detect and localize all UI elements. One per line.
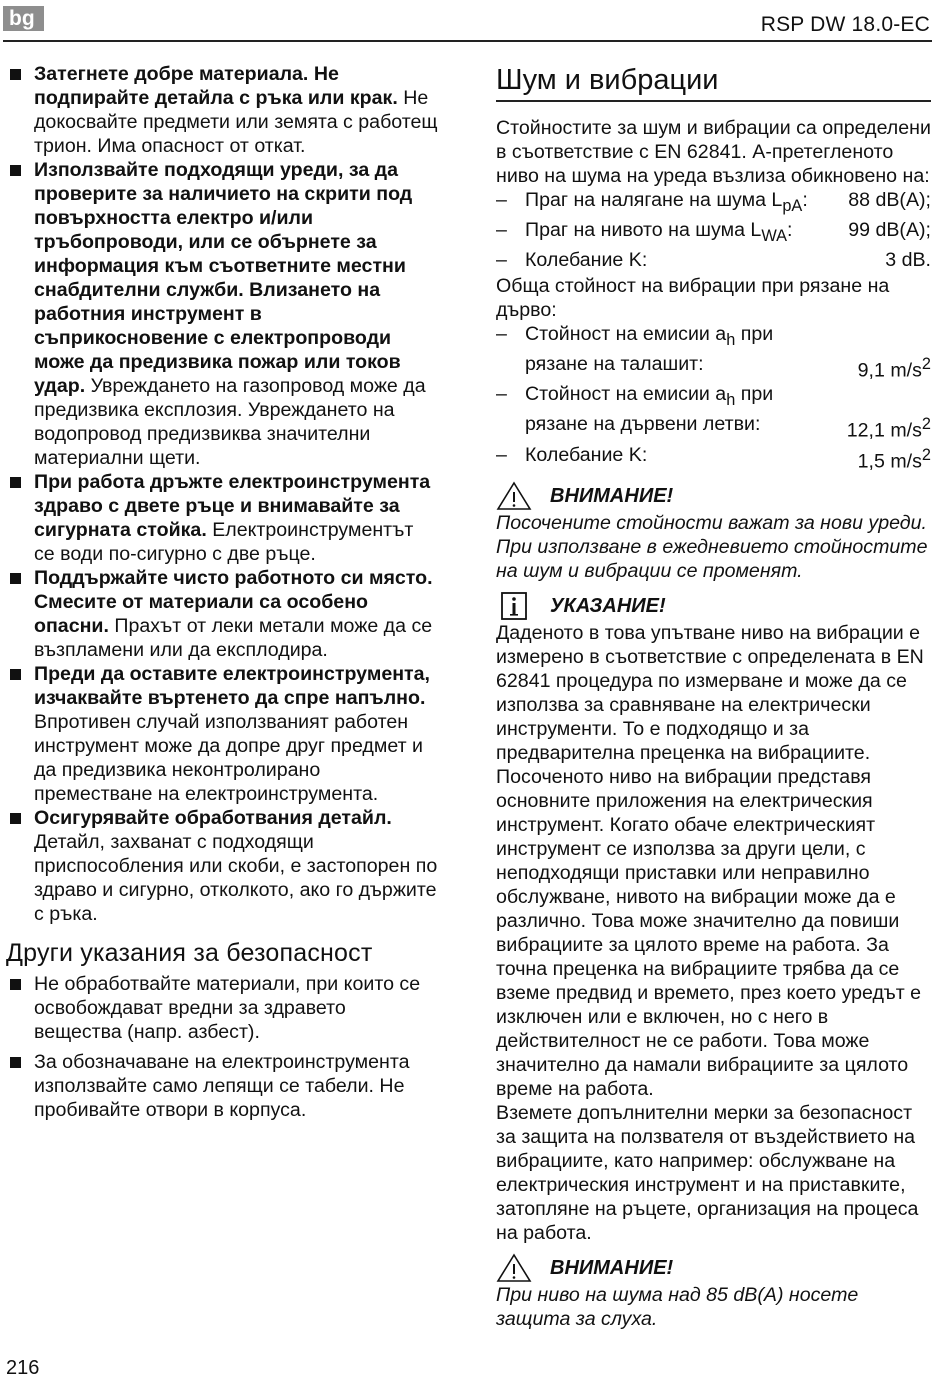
- safety-bullet: [6, 806, 438, 926]
- noise-item: – Праг на нивото на шума $L_{WA}$: 99 dB(A);: [496, 218, 931, 248]
- vibration-value: 1,5 $m/s^2$: [857, 445, 931, 473]
- left-column: [6, 62, 438, 1122]
- other-bullet: [6, 972, 438, 1044]
- bullet-square-icon: [10, 1057, 21, 1068]
- bullet-text: Впротивен случай използваният работен инструмент може да допре друг предмет и да предизвика неконтролирано преместване на електроинструмента.: [34, 711, 423, 805]
- warning-label: ВНИМАНИЕ!: [550, 485, 674, 508]
- noise-value: 3 dB.: [885, 248, 931, 271]
- model-name: RSP DW 18.0-EC: [760, 13, 930, 36]
- noise-value: 99 dB(A);: [848, 218, 931, 241]
- safety-bullet: [6, 158, 438, 470]
- note-text: Вземете допълнителни мерки за безопасност за защита на ползвателя от въздействието на вибрациите, като например: обслужване на електрическия инструмент и на приставките, затопляне на ръцете, организация на процеса на работа.: [496, 1102, 919, 1245]
- noise-value: 88 dB(A);: [848, 189, 931, 211]
- vibration-item: – Стойност на емисии $a_h$ при рязане на дървени летви: 12,1 $m/s^2$: [496, 383, 931, 442]
- warning-triangle-icon: [496, 1253, 532, 1283]
- noise-label: Праг на налягане на шума L: [525, 189, 783, 211]
- bullet-text: Прахът от леки метали може да се възпламени или да експлодира.: [34, 615, 433, 661]
- bullet-bold-text: При работа дръжте електроинструмента здраво с двете ръце и внимавайте за сигурната стойка.: [34, 471, 431, 541]
- vibration-item: – Колебание K: 1,5 $m/s^2$: [496, 443, 931, 473]
- bullet-text: Увреждането на газопровод може да предизвика експлозия. Увреждането на водопровод предизвиква значителни материални щети.: [34, 375, 426, 469]
- noise-label: Колебание K:: [525, 248, 648, 271]
- header-rule: [3, 40, 932, 42]
- bullet-bold-text: Преди да оставите електроинструмента, изчаквайте въртенето да спре напълно.: [34, 663, 430, 709]
- bullet-square-icon: [10, 69, 21, 80]
- bullet-text: Не обработвайте материали, при които се освобождават вредни за здравето вещества (напр. азбест).: [34, 973, 421, 1043]
- language-badge: bg: [3, 6, 44, 31]
- bullet-square-icon: [10, 979, 21, 990]
- bullet-square-icon: [10, 165, 21, 176]
- other-bullet: [6, 1050, 438, 1122]
- safety-bullet: [6, 566, 438, 662]
- bullet-bold-text: Осигурявайте обработвания детайл.: [34, 807, 392, 829]
- note-text: Даденото в това упътване ниво на вибрации е измерено в съответствие с определената в EN 62841 процедура по измерване и може да се използва за сравняване на електрически инструменти. То е подходящо и за предварителна преценка на вибрациите. Посоченото ниво на вибрации представя основните приложения на електрическия инструмент. Когато обаче електрическият инструмент се използва за други цели, с неподходящи приставки или неправилно обслужване, нивото на вибрации може да е различно. Това може значително да повиши вибрациите за цялото време на работа. За точна преценка на вибрациите трябва да се вземе предвид и времето, през което уредът е изключен или е включен, но с него в действителност не се работи. Това може значително да намали вибрациите за цялото време на работа.: [496, 622, 924, 1101]
- noise-item: – Колебание K: 3 dB.: [496, 248, 931, 271]
- section-title: Други указания за безопасност: [6, 939, 373, 967]
- safety-bullet: [6, 662, 438, 806]
- bullet-text: Детайл, захванат с подходящи приспособления или скоби, е застопорен по здраво и сигурно, отколкото, ако го държите с ръка.: [34, 831, 438, 925]
- noise-label: Праг на нивото на шума L: [525, 218, 762, 241]
- warning-notice: [496, 481, 931, 511]
- warning-text: Посочените стойности важат за нови уреди. При използване в ежедневието стойностите на шум и вибрации се променят.: [496, 512, 928, 583]
- bullet-bold-text: Затегнете добре материала. Не подпирайте детайла с ръка или крак.: [34, 63, 398, 109]
- bullet-square-icon: [10, 573, 21, 584]
- info-icon: [496, 591, 532, 621]
- bullet-square-icon: [10, 477, 21, 488]
- warning-label: ВНИМАНИЕ!: [550, 1257, 674, 1280]
- bullet-bold-text: Поддържайте чисто работното си място. Смесите от материали са особено опасни.: [34, 567, 433, 637]
- vibration-value: 12,1 $m/s^2$: [846, 415, 931, 442]
- noise-subscript: pA: [782, 196, 803, 215]
- warning-triangle-icon: [496, 481, 532, 511]
- vibration-value: 9,1 $m/s^2$: [857, 354, 931, 382]
- bullet-bold-text: Използвайте подходящи уреди, за да проверите за наличието на скрити под повърхността електро и/или тръбопроводи, или се обърнете за информация към съответните местни снабдителни служби. Влизането на работния инструмент в съприкосновение с електропроводи може да предизвика пожар или токов удар.: [34, 159, 413, 397]
- intro-text: Стойностите за шум и вибрации са определени в съответствие с EN 62841. А-претегленото ниво на шума на уреда възлиза обикновено на:: [496, 117, 931, 187]
- warning-text: При ниво на шума над 85 dB(A) носете защита за слуха.: [496, 1284, 859, 1331]
- safety-bullet: [6, 470, 438, 566]
- bullet-text: Не докосвайте предмети или земята с работещ трион. Има опасност от откат.: [34, 87, 438, 157]
- info-notice: [496, 591, 931, 621]
- right-column: [496, 62, 931, 1331]
- bullet-text: Електроинструментът се води по-сигурно с две ръце.: [34, 519, 414, 565]
- noise-item: – Праг на налягане на шума $L_{pA}$: 88 dB(A);: [496, 188, 931, 218]
- bullet-text: За обозначаване на електроинструмента използвайте само лепящи се табели. Не пробивайте отвори в корпуса.: [34, 1051, 410, 1121]
- page-title: Шум и вибрации: [496, 64, 719, 96]
- bullet-square-icon: [10, 669, 21, 680]
- bullet-square-icon: [10, 813, 21, 824]
- safety-bullet: [6, 62, 438, 158]
- vibration-item: – Стойност на емисии $a_h$ при рязане на талашит: 9,1 $m/s^2$: [496, 322, 931, 382]
- vibration-intro: Обща стойност на вибрации при рязане на дърво:: [496, 274, 890, 321]
- note-label: УКАЗАНИЕ!: [550, 595, 666, 618]
- warning-notice: [496, 1253, 931, 1283]
- title-rule: [496, 100, 931, 102]
- noise-subscript: WA: [761, 226, 788, 245]
- page-number: 216: [6, 1357, 40, 1379]
